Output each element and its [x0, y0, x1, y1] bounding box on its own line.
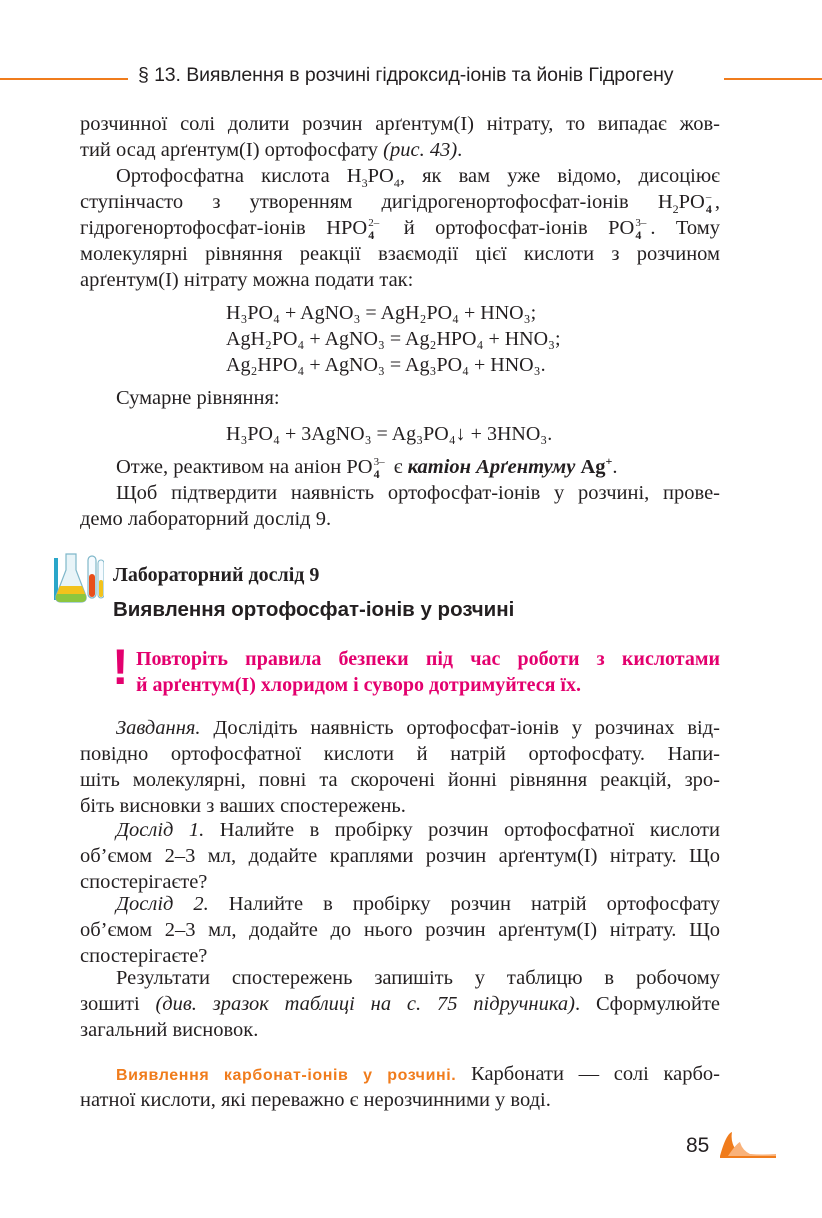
- running-header: [0, 64, 822, 88]
- equation-2: AgH₂PO₄ + AgNO₃ = Ag₂HPO₄ + HNO₃;: [226, 328, 561, 350]
- intro-line-2: тий осад арґентум(I) ортофосфату (рис. 43).: [80, 139, 463, 161]
- header-rule-right: [724, 78, 822, 80]
- lab-flasks-icon: [54, 552, 104, 604]
- results-line-3: загальний висновок.: [80, 1019, 259, 1041]
- equation-3: Ag₂HPO₄ + AgNO₃ = Ag₃PO₄ + HNO₃.: [226, 354, 546, 376]
- summary-equation: H₃PO₄ + 3AgNO₃ = Ag₃PO₄↓ + 3HNO₃.: [226, 423, 553, 445]
- warning-line-2: й арґентум(I) хлоридом і суворо дотримуйтеся їх.: [136, 674, 581, 696]
- carbonate-heading: Виявлення карбонат-іонів у розчині.: [116, 1067, 457, 1084]
- warning-line-1: Повторіть правила безпеки під час роботи з кислотами: [136, 648, 720, 670]
- task-line-2: повідно ортофосфатної кислоти й натрій ортофосфату. Напи-: [80, 743, 720, 765]
- exp2-line-2: об’ємом 2–3 мл, додайте до нього розчин арґентум(I) нітрату. Що: [80, 919, 720, 941]
- page-corner-swoosh-icon: [718, 1130, 778, 1160]
- task-line-1: Завдання. Дослідіть наявність ортофосфат-іонів у розчинах від-: [116, 717, 720, 739]
- ortho-line-3: гідрогенортофосфат-іонів HPO 2– 4 й ортофосфат-іонів PO 3– 4 . Тому: [80, 217, 720, 243]
- confirm-line-2: демо лабораторний дослід 9.: [80, 508, 332, 530]
- lab-title: Лабораторний дослід 9: [113, 564, 320, 586]
- ortho-line-4: молекулярні рівняння реакції взаємодії цієї кислоти з розчином: [80, 243, 720, 265]
- results-line-1: Результати спостережень запишіть у таблицю в робочому: [116, 967, 720, 989]
- ortho-line-1: Ортофосфатна кислота $H_3PO_4$, як вам уже відомо, дисоціює: [116, 165, 720, 191]
- task-line-3: шіть молекулярні, повні та скорочені йонні рівняння реакцій, зро-: [80, 769, 720, 791]
- confirm-line-1: Щоб підтвердити наявність ортофосфат-іонів у розчині, прове-: [116, 482, 720, 504]
- results-line-2: зошиті (див. зразок таблиці на с. 75 підручника). Сформулюйте: [80, 993, 720, 1015]
- task-line-4: біть висновки з ваших спостережень.: [80, 795, 406, 817]
- exp1-line-1: Дослід 1. Налийте в пробірку розчин ортофосфатної кислоти: [116, 819, 720, 841]
- reagent-line: Отже, реактивом на аніон PO 3– 4 є катіон Арґентуму Ag+.: [116, 454, 618, 482]
- intro-line-1: розчинної солі долити розчин арґентум(I) нітрату, то випадає жов-: [80, 113, 720, 135]
- ortho-line-5: арґентум(I) нітрату можна подати так:: [80, 269, 414, 291]
- header-title: § 13. Виявлення в розчині гідроксид-іонів та йонів Гідрогену: [138, 64, 674, 86]
- lab-subtitle: Виявлення ортофосфат-іонів у розчині: [113, 598, 515, 621]
- carbonate-line-2: натної кислоти, які переважно є нерозчинними у воді.: [80, 1089, 551, 1111]
- exp2-line-1: Дослід 2. Налийте в пробірку розчин натрій ортофосфату: [116, 893, 720, 915]
- equation-1: H₃PO₄ + AgNO₃ = AgH₂PO₄ + HNO₃;: [226, 302, 537, 324]
- warning-mark-icon: !: [112, 639, 129, 695]
- page-number: 85: [686, 1134, 710, 1157]
- ortho-line-2: ступінчасто з утворенням дигідрогенортофосфат-іонів $H_2PO$ – 4 ,: [80, 191, 720, 217]
- carbonate-line-1: Виявлення карбонат-іонів у розчині. Карбонати — солі карбо-: [116, 1063, 720, 1085]
- exp1-line-3: спостерігаєте?: [80, 871, 208, 893]
- exp2-line-3: спостерігаєте?: [80, 945, 208, 967]
- exp1-line-2: об’ємом 2–3 мл, додайте краплями розчин арґентум(I) нітрату. Що: [80, 845, 720, 867]
- header-rule-left: [0, 78, 128, 80]
- summary-label: Сумарне рівняння:: [116, 387, 280, 409]
